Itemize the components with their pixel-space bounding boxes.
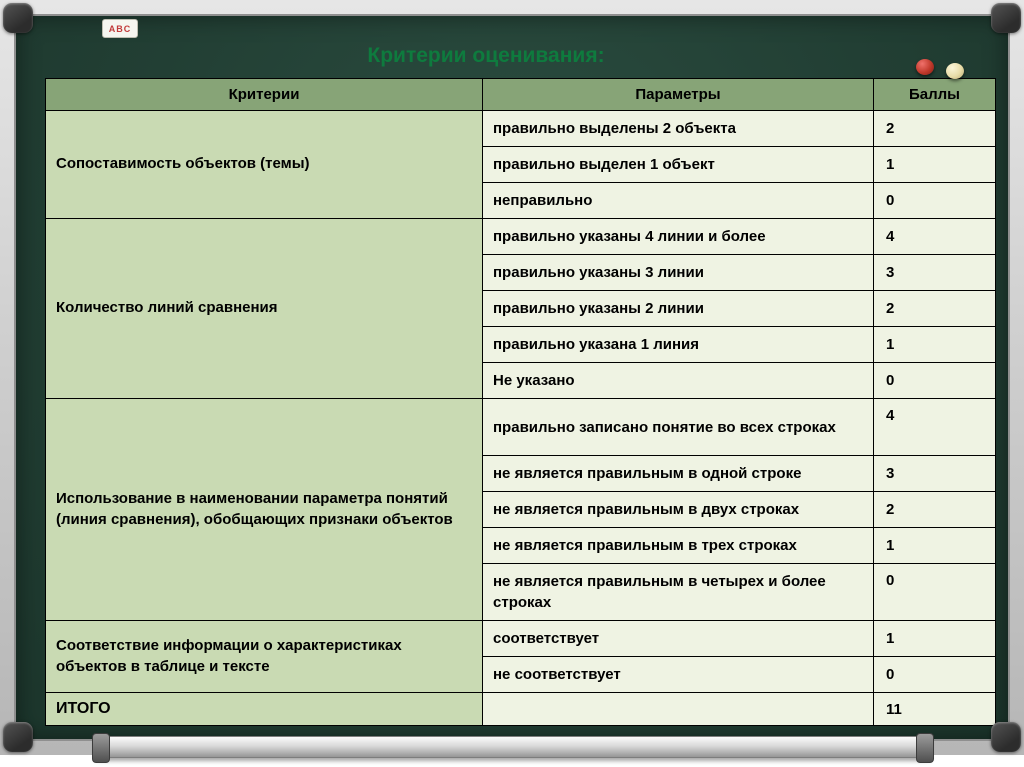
frame-corner-bottom-right	[991, 722, 1021, 752]
parameter-cell: не соответствует	[483, 657, 874, 693]
parameter-cell: правильно указаны 2 линии	[483, 291, 874, 327]
cream-magnet-icon	[946, 63, 964, 79]
criterion-cell: Использование в наименовании параметра понятий (линия сравнения), обобщающих признаки объектов	[46, 399, 483, 621]
points-cell: 0	[874, 564, 996, 621]
column-header-parameters: Параметры	[483, 79, 874, 111]
parameter-cell: не является правильным в одной строке	[483, 456, 874, 492]
parameter-cell: Не указано	[483, 363, 874, 399]
points-cell: 2	[874, 111, 996, 147]
points-cell: 1	[874, 327, 996, 363]
criterion-cell: Сопоставимость объектов (темы)	[46, 111, 483, 219]
points-cell: 3	[874, 456, 996, 492]
table-row	[46, 621, 996, 657]
table-row	[46, 399, 996, 456]
column-header-points: Баллы	[874, 79, 996, 111]
marker-tray	[95, 736, 931, 758]
parameter-cell: правильно указаны 4 линии и более	[483, 219, 874, 255]
total-row	[46, 693, 996, 726]
parameter-cell: правильно выделены 2 объекта	[483, 111, 874, 147]
parameter-cell: не является правильным в двух строках	[483, 492, 874, 528]
parameter-cell: правильно указаны 3 линии	[483, 255, 874, 291]
points-cell: 2	[874, 291, 996, 327]
table-row	[46, 219, 996, 255]
total-empty-cell	[483, 693, 874, 726]
frame-corner-bottom-left	[3, 722, 33, 752]
points-cell: 0	[874, 363, 996, 399]
abc-magnet-icon	[102, 19, 138, 38]
points-cell: 4	[874, 399, 996, 456]
tray-end-cap-left	[92, 733, 110, 763]
criteria-table	[45, 78, 996, 726]
parameter-cell: не является правильным в трех строках	[483, 528, 874, 564]
parameter-cell: неправильно	[483, 183, 874, 219]
points-cell: 1	[874, 621, 996, 657]
frame-corner-top-left	[3, 3, 33, 33]
chalkboard-surface	[14, 14, 1010, 741]
criterion-cell: Количество линий сравнения	[46, 219, 483, 399]
total-label-cell: ИТОГО	[46, 693, 483, 726]
table-row	[46, 111, 996, 147]
frame-corner-top-right	[991, 3, 1021, 33]
parameter-cell: правильно указана 1 линия	[483, 327, 874, 363]
total-points-cell: 11	[874, 693, 996, 726]
tray-end-cap-right	[916, 733, 934, 763]
column-header-criteria: Критерии	[46, 79, 483, 111]
red-magnet-icon	[916, 59, 934, 75]
points-cell: 3	[874, 255, 996, 291]
criterion-cell: Соответствие информации о характеристиках объектов в таблице и тексте	[46, 621, 483, 693]
parameter-cell: правильно записано понятие во всех строках	[483, 399, 874, 456]
points-cell: 2	[874, 492, 996, 528]
parameter-cell: правильно выделен 1 объект	[483, 147, 874, 183]
parameter-cell: соответствует	[483, 621, 874, 657]
table-header-row	[46, 79, 996, 111]
parameter-cell: не является правильным в четырех и более строках	[483, 564, 874, 621]
abc-magnet-label: ABC	[108, 23, 132, 34]
page-title: Критерии оценивания:	[367, 44, 605, 67]
points-cell: 0	[874, 657, 996, 693]
points-cell: 0	[874, 183, 996, 219]
points-cell: 4	[874, 219, 996, 255]
points-cell: 1	[874, 528, 996, 564]
points-cell: 1	[874, 147, 996, 183]
